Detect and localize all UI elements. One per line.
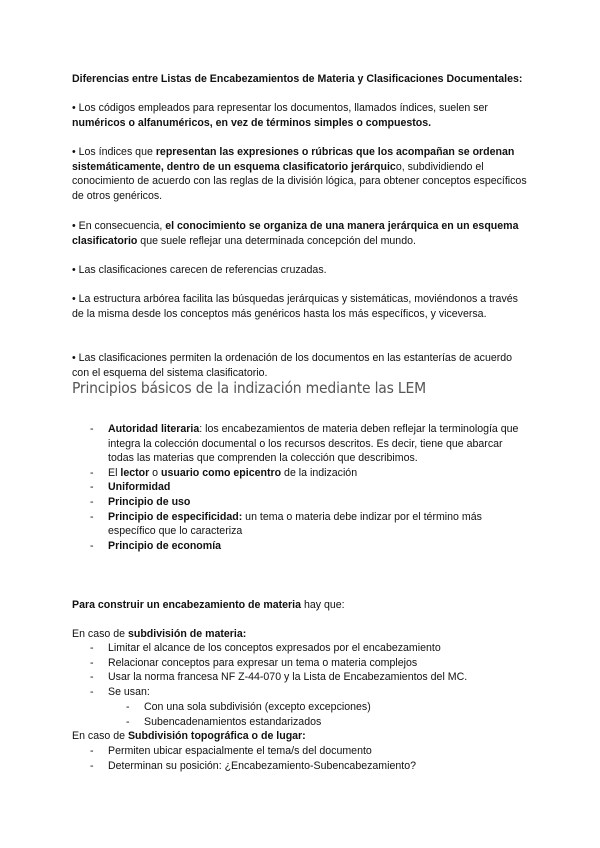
list-item: - Principio de uso xyxy=(90,495,530,510)
list-item: - Autoridad literaria: los encabezamientos de materia deben reflejar la terminología que integra la colección documental o los recursos descritos. Es decir, tiene que abarcar todas las materias que comprenden la colección que describimos. xyxy=(90,422,530,466)
list-item: - Usar la norma francesa NF Z-44-070 y la Lista de Encabezamientos del MC. xyxy=(90,670,530,685)
list-item: - Limitar el alcance de los conceptos expresados por el encabezamiento xyxy=(90,641,530,656)
principles-heading: Principios básicos de la indización mediante las LEM xyxy=(72,379,426,397)
intro-paragraph-5: • La estructura arbórea facilita las búsquedas jerárquicas y sistemáticas, moviéndonos a través de la misma desde los conceptos más genéricos hasta los más específicos, y viceversa. xyxy=(72,293,518,320)
principles-list xyxy=(90,422,530,553)
intro-paragraph-2: • Los índices que representan las expresiones o rúbricas que los acompañan se ordenan sistemáticamente, dentro de un esquema clasificatorio jerárquico, subdividiendo el conocimiento de acuerdo con las reglas de la división lógica, para obtener conceptos específicos de otros genéricos. xyxy=(72,146,527,202)
construct-intro: Para construir un encabezamiento de materia hay que: xyxy=(72,599,345,611)
intro-paragraph-6: • Las clasificaciones permiten la ordenación de los documentos en las estanterías de acuerdo con el esquema del sistema clasificatorio. xyxy=(72,352,513,379)
intro-title: Diferencias entre Listas de Encabezamientos de Materia y Clasificaciones Documentales: xyxy=(72,73,523,85)
subdivision-topografica-label: En caso de Subdivisión topográfica o de lugar: xyxy=(72,730,306,742)
se-usan-sublist xyxy=(126,700,526,729)
list-item: - Subencadenamientos estandarizados xyxy=(126,715,526,730)
list-item: - Relacionar conceptos para expresar un tema o materia complejos xyxy=(90,656,530,671)
list-item: - Se usan: xyxy=(90,685,530,700)
list-item: - El lector o usuario como epicentro de la indización xyxy=(90,466,530,481)
list-item: - Permiten ubicar espacialmente el tema/s del documento xyxy=(90,744,530,759)
intro-paragraph-4: • Las clasificaciones carecen de referencias cruzadas. xyxy=(72,264,327,276)
intro-paragraph-1: • Los códigos empleados para representar los documentos, llamados índices, suelen ser numéricos o alfanuméricos, en vez de términos simples o compuestos. xyxy=(72,102,488,129)
list-item: - Principio de economía xyxy=(90,539,530,554)
subdivision-materia-list xyxy=(90,641,530,699)
list-item: - Uniformidad xyxy=(90,480,530,495)
subdivision-topografica-list xyxy=(90,744,530,773)
list-item: - Con una sola subdivisión (excepto excepciones) xyxy=(126,700,526,715)
intro-paragraph-3: • En consecuencia, el conocimiento se organiza de una manera jerárquica en un esquema clasificatorio que suele reflejar una determinada concepción del mundo. xyxy=(72,220,519,247)
subdivision-materia-label: En caso de subdivisión de materia: xyxy=(72,628,247,640)
list-item: - Determinan su posición: ¿Encabezamiento-Subencabezamiento? xyxy=(90,759,530,774)
list-item: - Principio de especificidad: un tema o materia debe indizar por el término más específico que lo caracteriza xyxy=(90,510,530,539)
